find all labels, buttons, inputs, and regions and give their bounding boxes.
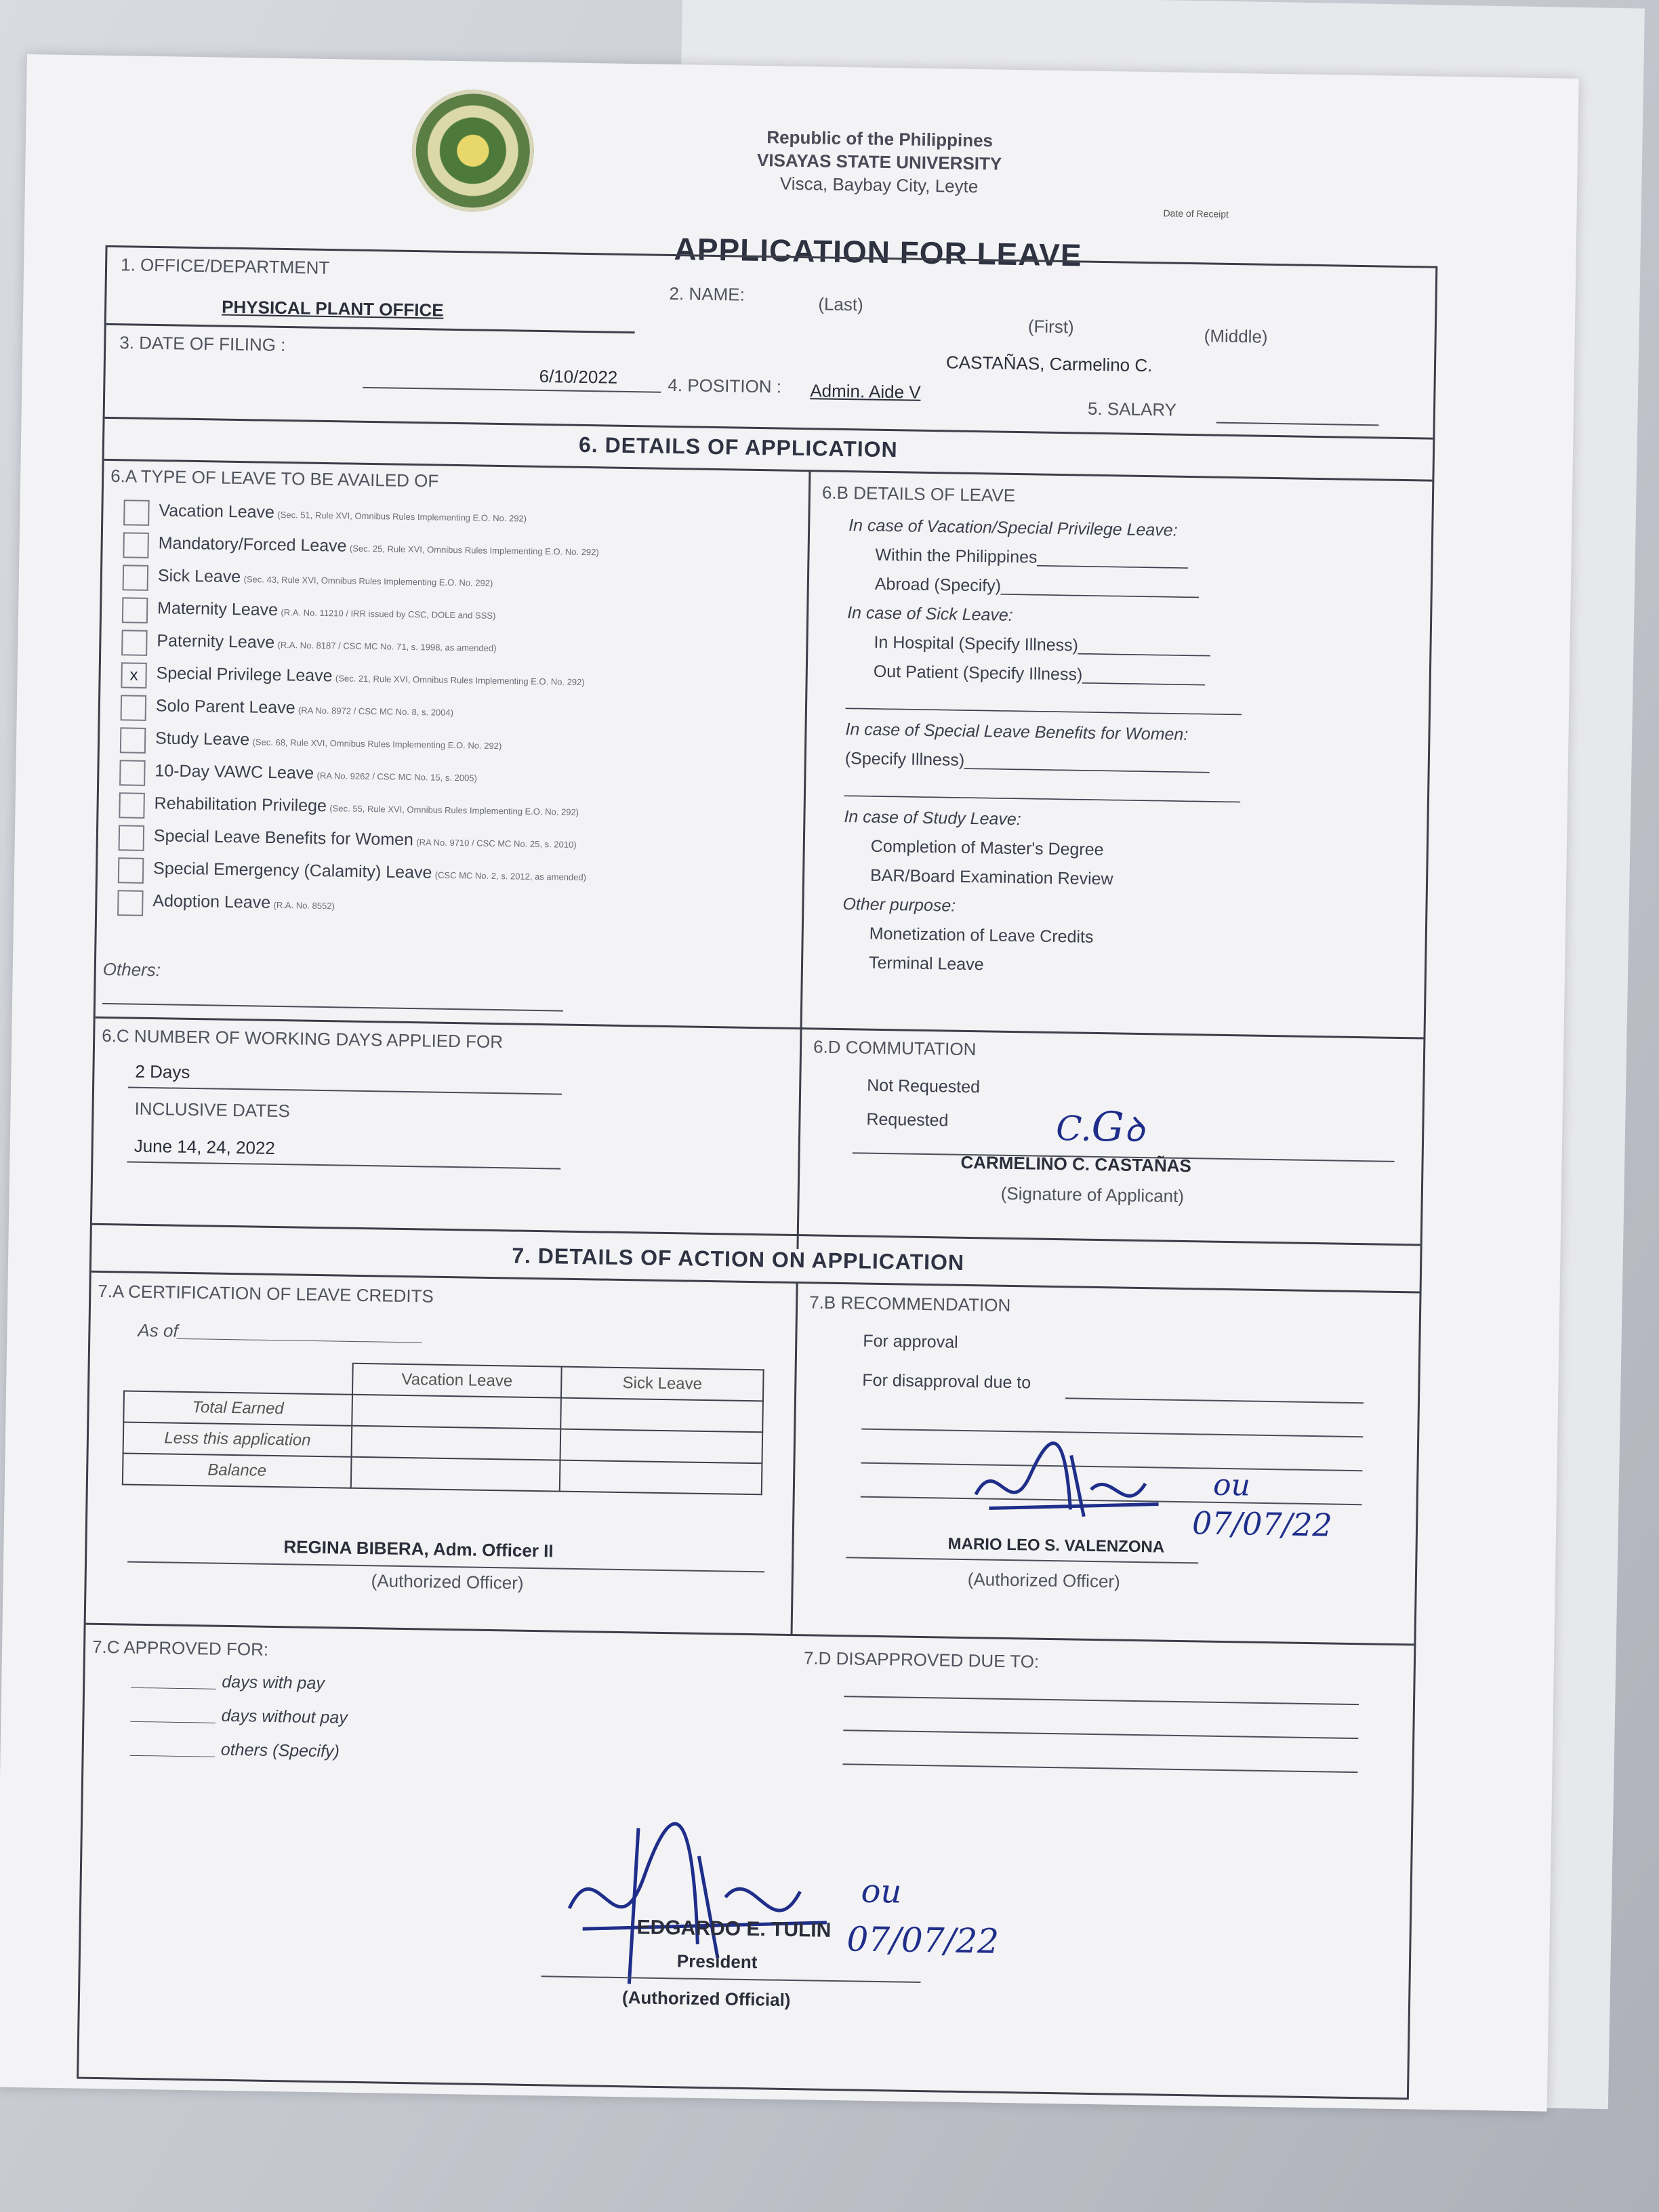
not-requested-option[interactable]: Not Requested bbox=[867, 1076, 981, 1097]
university-address: Visca, Baybay City, Leyte bbox=[779, 173, 979, 197]
leave-type-reference: (RA No. 9262 / CSC MC No. 15, s. 2005) bbox=[316, 771, 477, 783]
leave-application-form bbox=[0, 54, 1579, 2112]
leave-type-name: Maternity Leave bbox=[157, 598, 279, 620]
other-purpose-label: Other purpose: bbox=[842, 895, 956, 916]
divider bbox=[92, 1223, 1420, 1246]
study-case-label: In case of Study Leave: bbox=[844, 807, 1021, 830]
leave-type-reference: (RA No. 8972 / CSC MC No. 8, s. 2004) bbox=[298, 705, 454, 718]
disapproved-line bbox=[842, 1763, 1357, 1773]
abroad-row[interactable]: Abroad (Specify)_____________________ bbox=[874, 574, 1200, 599]
president-handwritten-note: ou bbox=[861, 1872, 902, 1911]
details-of-leave: 6.B DETAILS OF LEAVE In case of Vacation/Special Privilege Leave: Within the Philippines________________ Abroad (Specify)_____________________ In case of Sick Leave: In Hospital (Specify Illness)______________ Out Patient (Specify Illness)_____________ __________________________________________ In case of Special Leave Benefits for Women: (Specify Illness)__________________________ __________________________________________ In case of Study Leave: Completion of Master's Degree BAR/Board Examination Review Other purpose: Monetization of Leave Credits Terminal Leave bbox=[815, 483, 1245, 979]
women-specify-label: (Specify Illness) bbox=[844, 749, 965, 770]
certifying-officer-caption: (Authorized Officer) bbox=[371, 1570, 524, 1593]
recommending-handwritten-note: ou bbox=[1212, 1467, 1251, 1503]
leave-type-reference: (RA No. 9710 / CSC MC No. 25, s. 2010) bbox=[416, 837, 577, 851]
disapproval-line bbox=[1065, 1397, 1364, 1404]
sick-leave-header: Sick Leave bbox=[561, 1367, 764, 1401]
vacation-case-label: In case of Vacation/Special Privilege Leave: bbox=[848, 516, 1178, 540]
checkbox-checked[interactable]: x bbox=[121, 662, 147, 689]
working-days-value: 2 Days bbox=[135, 1061, 190, 1082]
leave-type-name: 10-Day VAWC Leave bbox=[155, 761, 314, 783]
disapproved-line bbox=[843, 1729, 1358, 1739]
leave-type-reference: (R.A. No. 11210 / IRR issued by CSC, DOLE and SSS) bbox=[281, 607, 496, 621]
applicant-signature: C.Gꝺ bbox=[1055, 1103, 1145, 1151]
recommending-officer-signature bbox=[968, 1413, 1174, 1552]
checkbox[interactable] bbox=[120, 727, 146, 754]
leave-type-name: Special Emergency (Calamity) Leave bbox=[152, 859, 432, 882]
disapproved-label: 7.D DISAPPROVED DUE TO: bbox=[803, 1647, 1040, 1672]
form-title: APPLICATION FOR LEAVE bbox=[674, 231, 1082, 273]
certification-label: 7.A CERTIFICATION OF LEAVE CREDITS bbox=[98, 1280, 434, 1307]
leave-type-reference: (Sec. 43, Rule XVI, Omnibus Rules Implementing E.O. No. 292) bbox=[243, 574, 493, 589]
checkbox[interactable] bbox=[123, 532, 149, 558]
as-of-text: As of bbox=[138, 1319, 178, 1341]
checkbox[interactable] bbox=[121, 630, 148, 656]
certifying-officer-line bbox=[127, 1561, 764, 1573]
checkbox[interactable] bbox=[118, 857, 144, 884]
inclusive-dates-value: June 14, 24, 2022 bbox=[134, 1135, 276, 1158]
recommending-officer-line bbox=[846, 1557, 1198, 1563]
details-of-leave-label: 6.B DETAILS OF LEAVE bbox=[821, 482, 1016, 506]
within-philippines-label: Within the Philippines bbox=[875, 545, 1038, 567]
checkbox[interactable] bbox=[123, 565, 149, 591]
president-name: EDGARDO E. TULIN bbox=[636, 1916, 832, 1942]
name-label: 2. NAME: bbox=[669, 283, 745, 305]
leave-type-reference: (Sec. 51, Rule XVI, Omnibus Rules Implementing E.O. No. 292) bbox=[277, 510, 527, 524]
leave-type-name: Adoption Leave bbox=[152, 891, 271, 913]
leave-type-item[interactable] bbox=[117, 890, 594, 930]
checkbox[interactable] bbox=[122, 597, 148, 623]
sick-case-label: In case of Sick Leave: bbox=[846, 603, 1013, 625]
leave-type-reference: (Sec. 25, Rule XVI, Omnibus Rules Implementing E.O. No. 292) bbox=[349, 543, 599, 558]
disapproved-line bbox=[844, 1696, 1359, 1705]
recommending-officer-name: MARIO LEO S. VALENZONA bbox=[947, 1534, 1165, 1557]
approved-for-label: 7.C APPROVED FOR: bbox=[91, 1636, 269, 1660]
leave-type-name: Special Privilege Leave bbox=[156, 663, 333, 686]
cell[interactable] bbox=[352, 1395, 561, 1429]
vacation-leave-header: Vacation Leave bbox=[352, 1364, 562, 1398]
center-divider bbox=[791, 1282, 798, 1634]
recommendation-label: 7.B RECOMMENDATION bbox=[808, 1292, 1011, 1316]
requested-option[interactable]: Requested bbox=[866, 1109, 949, 1130]
date-of-filing-label: 3. DATE OF FILING : bbox=[119, 332, 286, 356]
others-specify-row[interactable]: _________ others (Specify) bbox=[131, 1738, 340, 1761]
type-of-leave-label: 6.A TYPE OF LEAVE TO BE AVAILED OF bbox=[110, 466, 439, 491]
divider bbox=[86, 1623, 1414, 1646]
date-of-filing-value: 6/10/2022 bbox=[539, 365, 618, 388]
out-patient-row[interactable]: Out Patient (Specify Illness)_____________ bbox=[873, 661, 1206, 687]
checkbox[interactable] bbox=[119, 760, 146, 786]
working-days-underline bbox=[128, 1087, 562, 1095]
for-approval-option[interactable]: For approval bbox=[863, 1331, 958, 1352]
office-label: 1. OFFICE/DEPARTMENT bbox=[120, 254, 330, 279]
applicant-name: CARMELINO C. CASTAÑAS bbox=[960, 1151, 1192, 1176]
details-of-action-title: 7. DETAILS OF ACTION ON APPLICATION bbox=[511, 1243, 965, 1275]
row-label: Less this application bbox=[123, 1422, 352, 1456]
leave-type-name: Special Leave Benefits for Women bbox=[153, 826, 414, 850]
working-days-label: 6.C NUMBER OF WORKING DAYS APPLIED FOR bbox=[102, 1025, 504, 1052]
cell[interactable] bbox=[351, 1457, 560, 1492]
president-caption: (Authorized Official) bbox=[621, 1987, 791, 2011]
leave-type-reference: (Sec. 21, Rule XVI, Omnibus Rules Implementing E.O. No. 292) bbox=[335, 673, 585, 688]
women-specify-row[interactable]: (Specify Illness)__________________________ bbox=[844, 749, 1210, 774]
position-value: Admin. Aide V bbox=[810, 380, 921, 403]
cell[interactable] bbox=[560, 1429, 763, 1464]
checkbox[interactable] bbox=[119, 792, 145, 819]
others-underline bbox=[102, 1003, 563, 1012]
leave-type-reference: (Sec. 68, Rule XVI, Omnibus Rules Implementing E.O. No. 292) bbox=[252, 737, 502, 752]
leave-type-name: Study Leave bbox=[155, 729, 250, 750]
president-title: President bbox=[676, 1950, 758, 1973]
others-label: Others: bbox=[102, 958, 161, 981]
last-name-caption: (Last) bbox=[818, 293, 864, 315]
form-frame bbox=[77, 245, 1437, 2100]
leave-type-name: Sick Leave bbox=[157, 566, 241, 587]
in-hospital-label: In Hospital (Specify Illness) bbox=[874, 632, 1079, 655]
applicant-caption: (Signature of Applicant) bbox=[1000, 1183, 1185, 1207]
details-of-application-title: 6. DETAILS OF APPLICATION bbox=[578, 432, 898, 462]
leave-type-reference: (Sec. 55, Rule XVI, Omnibus Rules Implementing E.O. No. 292) bbox=[329, 803, 579, 818]
checkbox[interactable] bbox=[123, 499, 150, 526]
cell[interactable] bbox=[560, 1398, 763, 1433]
bar-review-option[interactable]: BAR/Board Examination Review bbox=[869, 865, 1113, 889]
abroad-label: Abroad (Specify) bbox=[874, 574, 1002, 596]
for-disapproval-option[interactable]: For disapproval due to bbox=[862, 1370, 1031, 1393]
checkbox[interactable] bbox=[117, 890, 144, 916]
salary-label: 5. SALARY bbox=[1087, 398, 1177, 420]
republic-line: Republic of the Philippines bbox=[766, 127, 994, 151]
commutation-label: 6.D COMMUTATION bbox=[813, 1036, 977, 1060]
cell[interactable] bbox=[352, 1426, 561, 1460]
masters-option[interactable]: Completion of Master's Degree bbox=[870, 836, 1104, 860]
leave-type-name: Vacation Leave bbox=[159, 501, 275, 523]
recommending-officer-caption: (Authorized Officer) bbox=[967, 1569, 1120, 1592]
university-seal-icon bbox=[411, 89, 535, 213]
checkbox[interactable] bbox=[119, 825, 145, 851]
position-label: 4. POSITION : bbox=[668, 374, 782, 397]
recommending-handwritten-date: 07/07/22 bbox=[1191, 1504, 1333, 1544]
monetization-option[interactable]: Monetization of Leave Credits bbox=[869, 924, 1094, 947]
leave-type-reference: (R.A. No. 8187 / CSC MC No. 71, s. 1998, as amended) bbox=[277, 640, 497, 654]
office-value: PHYSICAL PLANT OFFICE bbox=[221, 296, 444, 321]
days-with-pay-row[interactable]: _________ days with pay bbox=[132, 1671, 325, 1694]
days-without-pay-row[interactable]: _________ days without pay bbox=[131, 1704, 348, 1727]
certifying-officer-name: REGINA BIBERA, Adm. Officer II bbox=[283, 1536, 554, 1561]
leave-type-reference: (CSC MC No. 2, s. 2012, as amended) bbox=[434, 869, 587, 883]
row-label: Total Earned bbox=[123, 1391, 352, 1425]
salary-underline bbox=[1216, 422, 1379, 426]
first-name-caption: (First) bbox=[1027, 316, 1074, 337]
inclusive-dates-label: INCLUSIVE DATES bbox=[134, 1098, 291, 1122]
terminal-leave-option[interactable]: Terminal Leave bbox=[868, 953, 984, 975]
leave-credits-table bbox=[122, 1359, 764, 1495]
within-philippines-row[interactable]: Within the Philippines________________ bbox=[875, 545, 1189, 569]
middle-name-caption: (Middle) bbox=[1204, 325, 1268, 347]
president-handwritten-date: 07/07/22 bbox=[846, 1919, 1000, 1961]
leave-type-name: Mandatory/Forced Leave bbox=[158, 533, 347, 556]
days-without-pay-label: days without pay bbox=[221, 1706, 348, 1727]
days-with-pay-label: days with pay bbox=[222, 1672, 325, 1694]
as-of-label[interactable]: As of_________________________ bbox=[138, 1319, 424, 1345]
women-case-label: In case of Special Leave Benefits for Women: bbox=[845, 720, 1189, 745]
out-patient-label: Out Patient (Specify Illness) bbox=[873, 661, 1083, 684]
checkbox[interactable] bbox=[121, 695, 147, 721]
divider bbox=[106, 323, 635, 333]
center-divider bbox=[796, 470, 811, 1249]
row-label: Balance bbox=[123, 1453, 352, 1488]
in-hospital-row[interactable]: In Hospital (Specify Illness)______________ bbox=[874, 632, 1210, 657]
leave-type-name: Rehabilitation Privilege bbox=[154, 794, 327, 816]
name-value: CASTAÑAS, Carmelino C. bbox=[945, 352, 1153, 376]
others-specify-label: others (Specify) bbox=[220, 1740, 340, 1761]
inclusive-dates-underline bbox=[127, 1162, 560, 1170]
cell[interactable] bbox=[560, 1460, 762, 1495]
university-name: VISAYAS STATE UNIVERSITY bbox=[756, 149, 1002, 174]
leave-type-list bbox=[117, 499, 600, 930]
leave-type-reference: (R.A. No. 8552) bbox=[273, 900, 335, 912]
receipt-stamp-label: Date of Receipt bbox=[1163, 207, 1229, 220]
leave-type-name: Paternity Leave bbox=[157, 631, 275, 653]
leave-type-name: Solo Parent Leave bbox=[155, 696, 295, 718]
